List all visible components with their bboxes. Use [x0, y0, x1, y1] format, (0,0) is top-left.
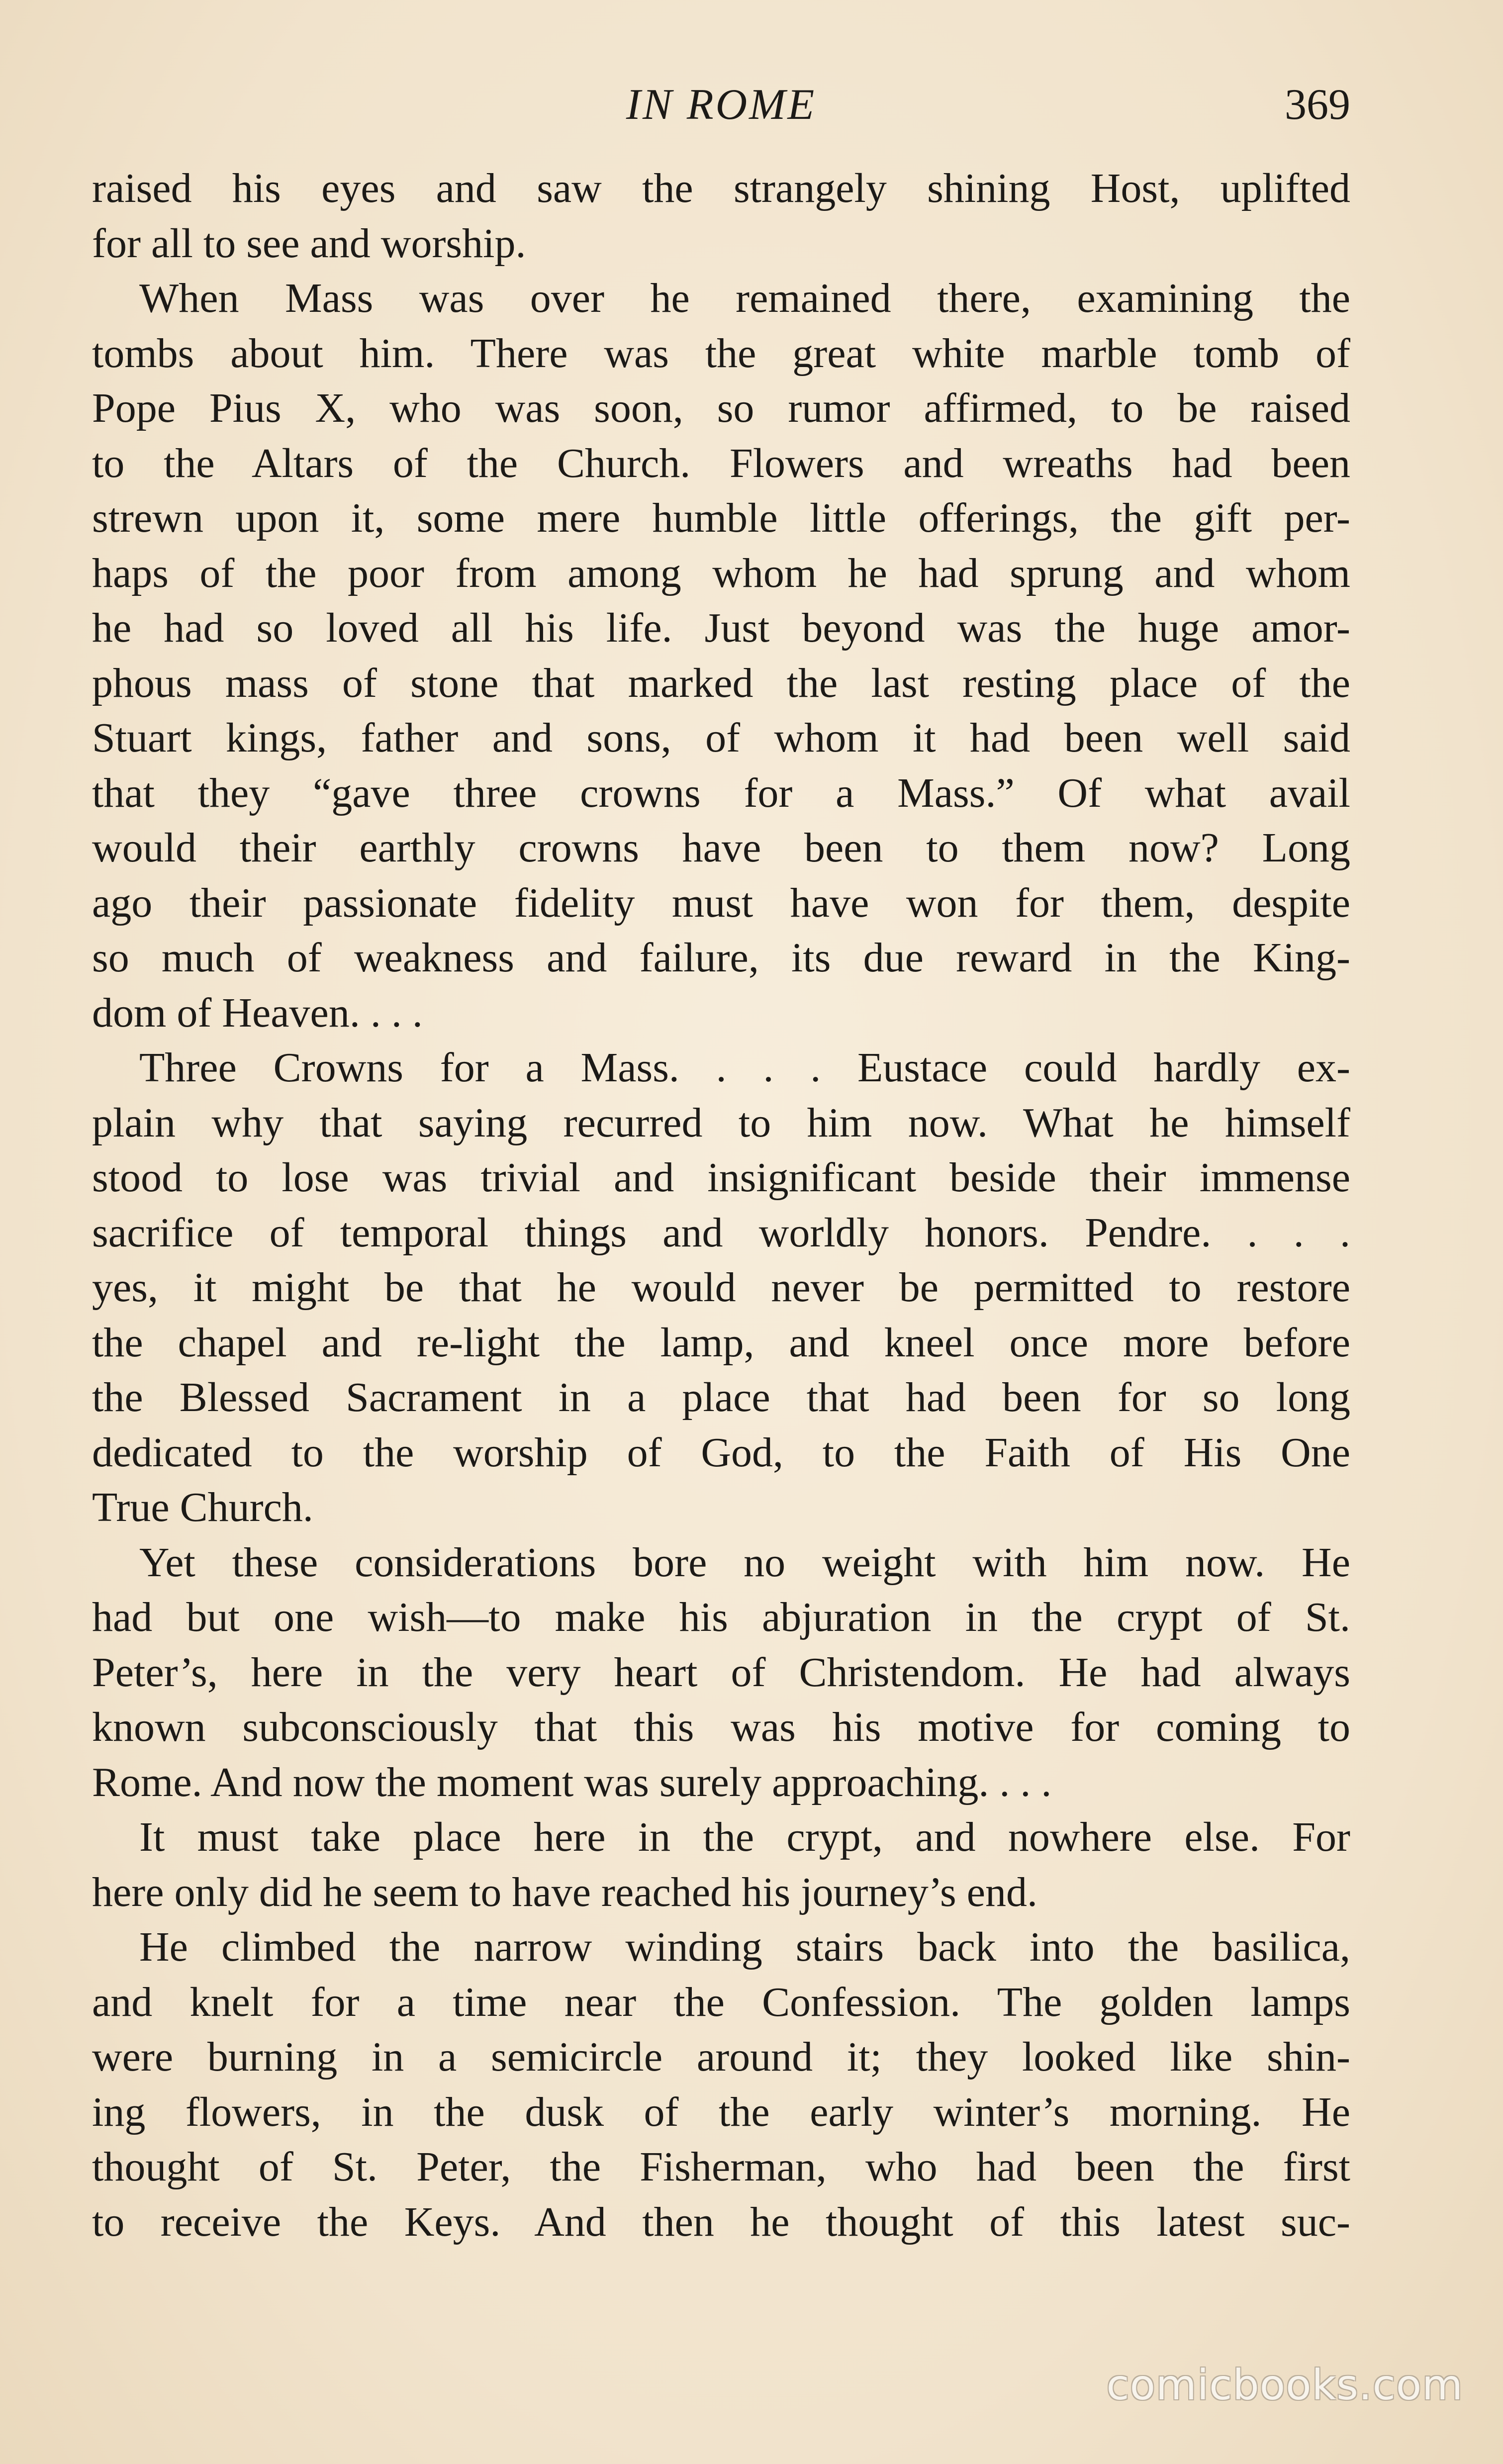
text-line: Peter’s, here in the very heart of Christendom. He had always: [92, 1649, 1350, 1696]
running-head: [92, 73, 1350, 137]
text-line: raised his eyes and saw the strangely shining Host, uplifted: [92, 165, 1350, 211]
text-line: and knelt for a time near the Confession. The golden lamps: [92, 1979, 1350, 2025]
text-line: to the Altars of the Church. Flowers and wreaths had been: [92, 440, 1350, 486]
text-line: so much of weakness and failure, its due reward in the King-: [92, 935, 1350, 981]
text-line: dom of Heaven. . . .: [92, 989, 423, 1036]
text-line: dedicated to the worship of God, to the Faith of His One: [92, 1429, 1350, 1476]
text-line: for all to see and worship.: [92, 220, 526, 267]
text-line: He climbed the narrow winding stairs back into the basilica,: [139, 1924, 1350, 1970]
text-line: It must take place here in the crypt, and nowhere else. For: [139, 1814, 1350, 1860]
text-line: Yet these considerations bore no weight with him now. He: [139, 1539, 1350, 1586]
text-line: that they “gave three crowns for a Mass.” Of what avail: [92, 769, 1350, 816]
running-title: IN ROME: [626, 81, 817, 129]
text-line: would their earthly crowns have been to them now? Long: [92, 825, 1350, 871]
text-line: ago their passionate fidelity must have won for them, despite: [92, 879, 1350, 926]
text-line: were burning in a semicircle around it; they looked like shin-: [92, 2034, 1350, 2080]
text-line: ing flowers, in the dusk of the early winter’s morning. He: [92, 2088, 1350, 2135]
text-line: he had so loved all his life. Just beyond was the huge amor-: [92, 605, 1350, 651]
body-text: [92, 161, 1350, 2250]
text-line: plain why that saying recurred to him now. What he himself: [92, 1099, 1350, 1146]
text-line: to receive the Keys. And then he thought of this latest suc-: [92, 2198, 1350, 2245]
text-line: Pope Pius X, who was soon, so rumor affirmed, to be raised: [92, 385, 1350, 431]
text-line: True Church.: [92, 1484, 313, 1530]
text-line: sacrifice of temporal things and worldly honors. Pendre. . . .: [92, 1209, 1350, 1256]
text-line: here only did he seem to have reached his journey’s end.: [92, 1869, 1038, 1915]
text-line: Rome. And now the moment was surely approaching. . . .: [92, 1759, 1052, 1805]
text-line: yes, it might be that he would never be permitted to restore: [92, 1264, 1350, 1311]
text-line: had but one wish—to make his abjuration in the crypt of St.: [92, 1594, 1350, 1640]
text-line: stood to lose was trivial and insignificant beside their immense: [92, 1154, 1350, 1201]
text-line: the Blessed Sacrament in a place that had been for so long: [92, 1374, 1350, 1421]
text-line: thought of St. Peter, the Fisherman, who had been the first: [92, 2144, 1350, 2190]
text-line: known subconsciously that this was his motive for coming to: [92, 1704, 1350, 1750]
text-line: haps of the poor from among whom he had sprung and whom: [92, 550, 1350, 596]
text-line: phous mass of stone that marked the last resting place of the: [92, 660, 1350, 706]
text-line: When Mass was over he remained there, examining the: [139, 275, 1350, 321]
text-line: tombs about him. There was the great white marble tomb of: [92, 330, 1350, 377]
watermark: comicbooks.com: [1106, 2361, 1463, 2409]
text-line: the chapel and re-light the lamp, and kneel once more before: [92, 1319, 1350, 1366]
text-line: Stuart kings, father and sons, of whom it had been well said: [92, 715, 1350, 761]
text-line: strewn upon it, some mere humble little offerings, the gift per-: [92, 495, 1350, 541]
page-number: 369: [1285, 81, 1350, 129]
text-line: Three Crowns for a Mass. . . . Eustace could hardly ex-: [139, 1044, 1350, 1091]
